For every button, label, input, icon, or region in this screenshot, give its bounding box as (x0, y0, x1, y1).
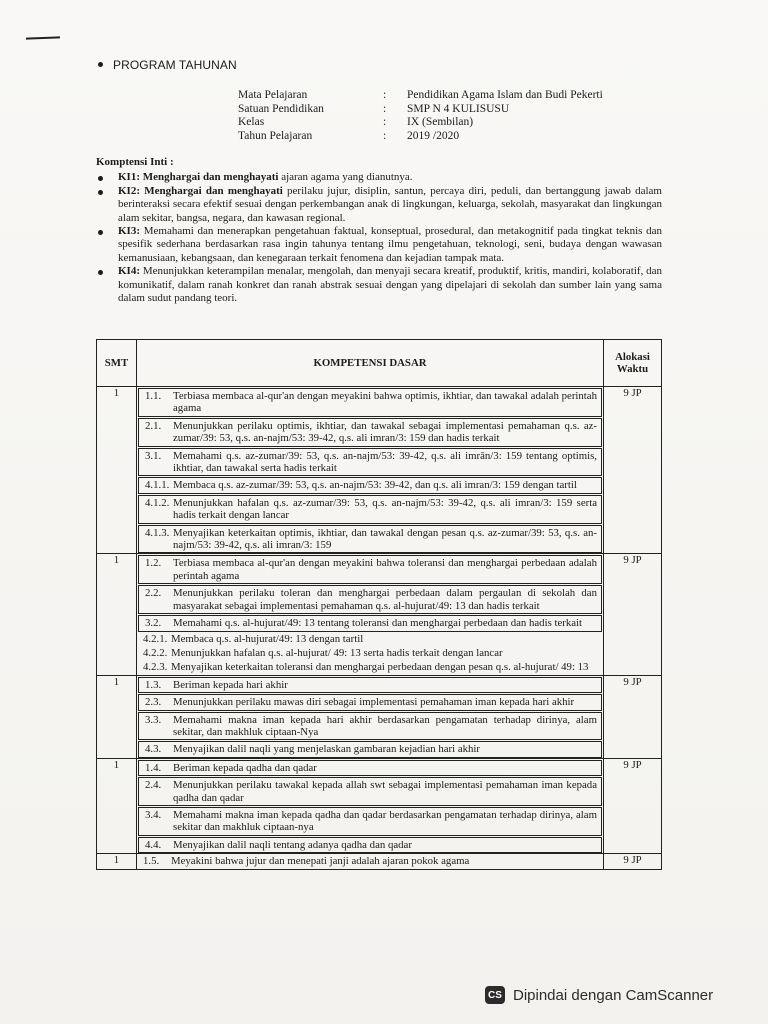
kd-item (138, 777, 602, 806)
meta-label: Mata Pelajaran (238, 89, 308, 101)
kd-item (137, 854, 603, 868)
ki-code: KI1: (118, 171, 140, 184)
header-alokasi-waktu: Alokasi Waktu (604, 340, 662, 387)
meta-colon: : (383, 129, 387, 142)
ki-title: Komptensi Inti : (96, 156, 174, 168)
kd-text: Menunjukkan perilaku tawakal kepada allah swt sebagai implementasi pemahaman iman kepada qadha dan qadar (173, 779, 597, 804)
meta-label: Satuan Pendidikan (238, 102, 324, 115)
alokasi-cell: 9 JP (604, 854, 662, 869)
table-row (97, 554, 662, 675)
meta-row (238, 116, 603, 130)
ki-emphasis: Menghargai dan menghayati (144, 184, 283, 197)
ki-code: KI3: (118, 225, 140, 238)
kd-number: 3.1. (145, 449, 162, 462)
camscanner-watermark (485, 986, 713, 1004)
camscanner-logo-icon: CS (485, 986, 505, 1004)
kd-item (138, 585, 602, 614)
kd-text: Menyajikan keterkaitan toleransi dan menghargai perbedaan dengan pesan q.s. al-hujurat/ 49: 13 (171, 661, 589, 674)
kd-item (138, 837, 602, 853)
kd-text: Membaca q.s. al-hujurat/49: 13 dengan tartil (171, 632, 364, 645)
kd-text: Membaca q.s. az-zumar/39: 53, q.s. an-najm/53: 39-42, dan q.s. ali imran/3: 159 dengan tartil (173, 479, 577, 492)
kd-item (138, 388, 602, 417)
ki-text: ajaran agama yang dianutnya. (278, 171, 413, 184)
ki-text: Menunjukkan keterampilan menalar, mengolah, dan menyaji secara kreatif, produktif, kritis, mandiri, kolaboratif, dan komunikatif, dalam ranah konkret dan ranah abstrak sesuai dengan yang dipelajari di sekolah dan sumber lain yang sama dalam sudut pandang teori. (118, 265, 663, 305)
kd-number: 2.3. (145, 696, 162, 709)
kd-item (138, 760, 602, 776)
ki-item (96, 225, 662, 265)
kd-text: Menyajikan dalil naqli yang menjelaskan gambaran kejadian hari akhir (173, 743, 480, 756)
kd-text: Menunjukkan hafalan q.s. az-zumar/39: 53, q.s. an-najm/53: 39-42, q.s. ali imran/3: 159 serta hadis terkait dengan lancar (173, 496, 597, 522)
kd-text: Memahami makna iman kepada hari akhir berdasarkan pengamatan terhadap dirinya, alam sekitar, dan makhluk ciptaan-Nya (173, 713, 597, 738)
kd-text: Terbiasa membaca al-qur'an dengan meyakini bahwa toleransi dan menghargai perbedaan adalah perintah agama (173, 557, 597, 582)
kd-number: 3.3. (145, 713, 162, 726)
meta-value: Pendidikan Agama Islam dan Budi Pekerti (407, 89, 603, 101)
kd-number: 1.3. (145, 678, 162, 691)
kd-number: 1.4. (145, 761, 162, 774)
kd-cell (137, 675, 604, 758)
ki-item (96, 185, 662, 225)
kd-item (138, 741, 602, 757)
kd-number: 1.5. (143, 855, 160, 868)
kompetensi-dasar-table (96, 339, 662, 870)
document-heading (98, 58, 237, 72)
kd-number: 4.1.1. (145, 479, 170, 492)
meta-value: SMP N 4 KULISUSU (407, 102, 510, 115)
smt-cell: 1 (97, 554, 137, 675)
kd-number: 4.2.3. (143, 661, 168, 674)
table-row (97, 675, 662, 758)
smt-cell: 1 (97, 387, 137, 554)
smt-cell: 1 (97, 758, 137, 853)
ki-code: KI2: (118, 184, 140, 197)
pen-mark (26, 36, 60, 39)
meta-label: Tahun Pelajaran (238, 129, 313, 142)
kd-number: 4.4. (145, 838, 162, 851)
kd-text: Beriman kepada hari akhir (173, 678, 288, 691)
kd-item (137, 646, 603, 660)
kd-item (138, 615, 602, 631)
kd-number: 2.2. (145, 587, 162, 600)
document-meta (238, 89, 603, 143)
table-row (97, 854, 662, 869)
kd-item (138, 477, 602, 493)
kd-number: 4.2.1. (143, 632, 168, 645)
ki-text: perilaku jujur, disiplin, santun, percaya diri, peduli, dan bertanggung jawab dalam berinteraksi secara efektif sesuai dengan perkembangan anak di lingkungan, keluarga, sekolah, masyarakat dan lingkungan alam sekitar, bangsa, negara, dan kawasan regional. (118, 184, 662, 224)
kd-item (138, 448, 602, 477)
meta-row (238, 103, 603, 117)
kd-item (138, 712, 602, 741)
table-row (97, 758, 662, 853)
alokasi-cell: 9 JP (604, 675, 662, 758)
meta-value: IX (Sembilan) (407, 116, 474, 128)
meta-label: Kelas (238, 116, 265, 128)
table-header-row (97, 340, 662, 387)
meta-row (238, 89, 603, 103)
kd-number: 4.2.2. (143, 646, 168, 659)
kd-cell (137, 387, 604, 554)
kd-text: Memahami makna iman kepada qadha dan qadar berdasarkan pengamatan terhadap dirinya, alam sekitar dan makhluk ciptaan-nya (173, 808, 597, 834)
smt-cell: 1 (97, 854, 137, 869)
alokasi-cell: 9 JP (604, 554, 662, 675)
heading-text: PROGRAM TAHUNAN (113, 58, 237, 72)
meta-row (238, 130, 603, 144)
kd-item (137, 660, 603, 674)
kd-number: 4.1.3. (145, 526, 170, 539)
kd-number: 3.4. (145, 808, 162, 821)
kd-item (138, 418, 602, 447)
smt-cell: 1 (97, 675, 137, 758)
kd-text: Menunjukkan perilaku optimis, ikhtiar, dan tawakal sebagai implementasi pemahaman q.s. az-zumar/39: 53, q.s. an-najm/53: 39-42, q.s. ali imran/3: 159 dan hadis terkait (173, 419, 597, 445)
kd-text: Terbiasa membaca al-qur'an dengan meyakini bahwa optimis, ikhtiar, dan tawakal adalah perintah agama (173, 390, 597, 415)
table-row (97, 387, 662, 554)
kd-text: Meyakini bahwa jujur dan menepati janji adalah ajaran pokok agama (171, 855, 470, 868)
ki-list (96, 171, 662, 305)
ki-item (96, 171, 662, 184)
meta-colon: : (383, 89, 387, 101)
header-kompetensi-dasar: KOMPETENSI DASAR (137, 340, 604, 387)
meta-colon: : (383, 116, 387, 128)
watermark-text: Dipindai dengan CamScanner (513, 986, 714, 1004)
kd-item (138, 807, 602, 836)
kd-number: 3.2. (145, 617, 162, 630)
alokasi-cell: 9 JP (604, 387, 662, 554)
kd-item (138, 677, 602, 693)
kompetensi-inti (96, 156, 662, 305)
kd-number: 4.3. (145, 743, 162, 756)
kd-number: 4.1.2. (145, 496, 170, 509)
kd-cell (137, 554, 604, 675)
kd-item (137, 632, 603, 646)
alokasi-cell: 9 JP (604, 758, 662, 853)
kd-item (138, 555, 602, 584)
kd-number: 1.1. (145, 390, 162, 402)
meta-value: 2019 /2020 (407, 129, 460, 142)
kd-item (138, 525, 602, 554)
kd-text: Menyajikan dalil naqli tentang adanya qadha dan qadar (173, 838, 412, 851)
kd-cell (137, 758, 604, 853)
kd-text: Menunjukkan hafalan q.s. al-hujurat/ 49: 13 serta hadis terkait dengan lancar (171, 646, 503, 659)
header-smt: SMT (97, 340, 137, 387)
kd-number: 1.2. (145, 557, 162, 570)
kd-text: Menunjukkan perilaku toleran dan menghargai perbedaan dalam pergaulan di sekolah dan masyarakat sebagai implementasi pemahaman q.s. al-hujurat/49: 13 dan hadis terkait (173, 587, 597, 612)
kd-text: Menunjukkan perilaku mawas diri sebagai implementasi pemahaman iman kepada hari akhir (173, 696, 575, 709)
kd-number: 2.1. (145, 419, 162, 432)
kd-text: Memahami q.s. az-zumar/39: 53, q.s. an-najm/53: 39-42, q.s. ali imrān/3: 159 tentang optimis, ikhtiar, dan tawakal serta hadis terkait (173, 449, 597, 475)
ki-text: Memahami dan menerapkan pengetahuan faktual, konseptual, prosedural, dan metakognitif pada tingkat teknis dan spesifik sederhana berdasarkan rasa ingin tahunya tentang ilmu pengetahuan, teknologi, seni, budaya dengan wawasan kemanusiaan, kebangsaan, dan kenegaraan terkait fenomena dan kejadian tampak mata. (118, 225, 662, 264)
kd-item (138, 495, 602, 524)
bullet-icon (98, 62, 103, 67)
kd-number: 2.4. (145, 779, 162, 792)
kd-cell (137, 854, 604, 869)
kd-item (138, 694, 602, 710)
kd-text: Menyajikan keterkaitan optimis, ikhtiar, dan tawakal dengan pesan q.s. az-zumar/39: 53, q.s. an-najm/53: 39-42, q.s. ali imran/3: 159 (173, 526, 597, 552)
ki-code: KI4: (118, 265, 140, 278)
kd-text: Memahami q.s. al-hujurat/49: 13 tentang toleransi dan menghargai perbedaan dan hadis terkait (173, 617, 583, 630)
ki-item (96, 265, 662, 305)
meta-colon: : (383, 102, 387, 115)
kd-text: Beriman kepada qadha dan qadar (173, 761, 317, 774)
ki-emphasis: Menghargai dan menghayati (142, 171, 279, 184)
